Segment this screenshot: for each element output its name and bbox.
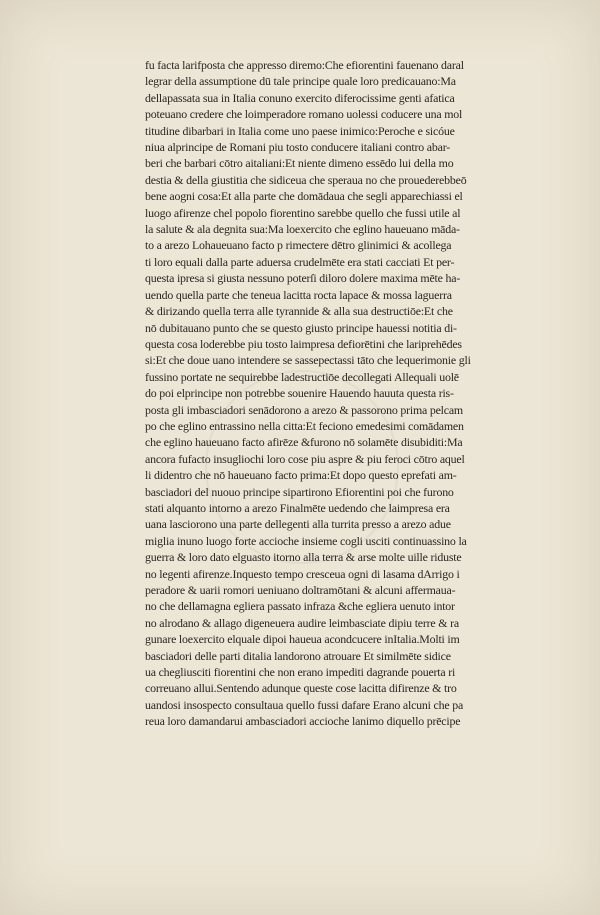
text-line: uana lasciorono una parte dellegenti alla turrita presso a arezo adue <box>145 517 451 532</box>
text-line: stati alquanto intorno a arezo Finalmēte uedendo che laimpresa era <box>145 500 450 515</box>
text-line: si:Et che doue uano intendere se sassepectassi tāto che lequerimonie gli <box>145 353 471 368</box>
text-line: niua alprincipe de Romani piu tosto conducere italiani contro abar- <box>145 140 450 155</box>
text-line: do poi elprincipe non potrebbe souenire Hauendo hauuta questa ris- <box>145 386 454 401</box>
text-line: titudine dibarbari in Italia come uno paese inimico:Peroche e sicóue <box>145 123 455 138</box>
text-line: legrar della assumptione dū tale principe quale loro predicauano:Ma <box>145 74 456 89</box>
text-line: peradore & uarii romori ueniuano doltramōtani & alcuni affermaua- <box>145 583 456 597</box>
text-line: gunare loexercito elquale dipoi haueua acondcucere inItalia.Molti im <box>145 632 460 647</box>
text-line: guerra & loro dato elguasto itorno alla terra & arse molte uille riduste <box>145 550 462 565</box>
text-line: che eglino haueuano facto afirēze &furono nō solamēte disubiditi:Ma <box>145 435 463 450</box>
text-line: no legenti afirenze.Inquesto tempo cresceua ogni di lasama dArrigo i <box>145 566 460 581</box>
text-line: ua chegliusciti fiorentini che non erano impediti dagrande pouerta ri <box>145 665 456 680</box>
text-line: dellapassata sua in Italia conuno exercito diferocissime genti afatica <box>145 90 455 105</box>
text-line: li didentro che nō haueuano facto prima:Et dopo questo eprefati am- <box>145 468 457 483</box>
text-line: uandosi insospecto consultaua quello fussi dafare Erano alcuni che pa <box>145 697 464 712</box>
text-line: ti loro equali dalla parte aduersa crudelmēte era stati cacciati Et per- <box>145 254 455 269</box>
text-line: posta gli imbasciadori senādorono a arezo & passorono prima pelcam <box>145 402 463 417</box>
text-line: to a arezo Lohaueuano facto p rimectere dētro glinimici & acollega <box>145 238 452 253</box>
text-line: fussino portate ne sequirebbe ladestructiōe decollegati Allequali uolē <box>145 369 459 384</box>
text-line: nō dubitauano punto che se questo giusto principe hauessi notitia di- <box>145 320 457 335</box>
text-line: no che dellamagna egliera passato infraza &che egliera uenuto intor <box>145 599 455 614</box>
text-line: poteuano credere che loimperadore romano uolessi coducere una mol <box>145 107 463 122</box>
text-line: & dirizando quella terra alle tyrannide & alla sua destructiōe:Et che <box>145 304 453 319</box>
text-line: ancora fufacto insugliochi loro cose piu aspre & piu feroci cōtro aquel <box>145 451 465 466</box>
text-line: basciadori delle parti ditalia landorono atrouare Et similmēte sidice <box>145 648 451 663</box>
text-line: beri che barbari cōtro aitaliani:Et niente dimeno essēdo lui della mo <box>145 156 454 171</box>
text-line: fu facta larifposta che appresso diremo:Che efiorentini fauenano daral <box>145 58 464 72</box>
text-line: la salute & ala degnita sua:Ma loexercito che eglino haueuano māda- <box>145 222 460 237</box>
text-line: questa ipresa si giusta nessuno poterſi diloro dolere maxima mēte ha- <box>145 271 461 286</box>
text-line: uendo quella parte che teneua lacitta rocta lapace & mossa laguerra <box>145 287 452 302</box>
text-line: miglia inuno luogo forte accioche insieme cogli usciti continuassino la <box>145 533 467 548</box>
page-text-block <box>145 57 565 730</box>
text-line: luogo afirenze chel popolo fiorentino sarebbe quello che fussi utile al <box>145 205 461 220</box>
text-line: questa cosa loderebbe piu tosto laimpresa defiorētini che lariprehēdes <box>145 336 462 351</box>
text-line: no alrodano & allago digeneuera audire leimbasciate dipiu terre & ra <box>145 615 459 630</box>
text-line: correuano allui.Sentendo adunque queste cose lacitta difirenze & tro <box>145 681 457 696</box>
text-line: basciadori del nuouo principe sipartirono Efiorentini poi che furono <box>145 484 454 499</box>
text-line: destia & della giustitia che sidiceua che speraua no che prouederebbeō <box>145 172 467 187</box>
text-line: po che eglino entrassino nella citta:Et feciono emedesimi comādamen <box>145 418 464 433</box>
text-line: reua loro damandarui ambasciadori accioche lanimo diquello prēcipe <box>145 714 461 729</box>
text-line: bene aogni cosa:Et alla parte che domādaua che segli apparechiassi el <box>145 189 463 204</box>
